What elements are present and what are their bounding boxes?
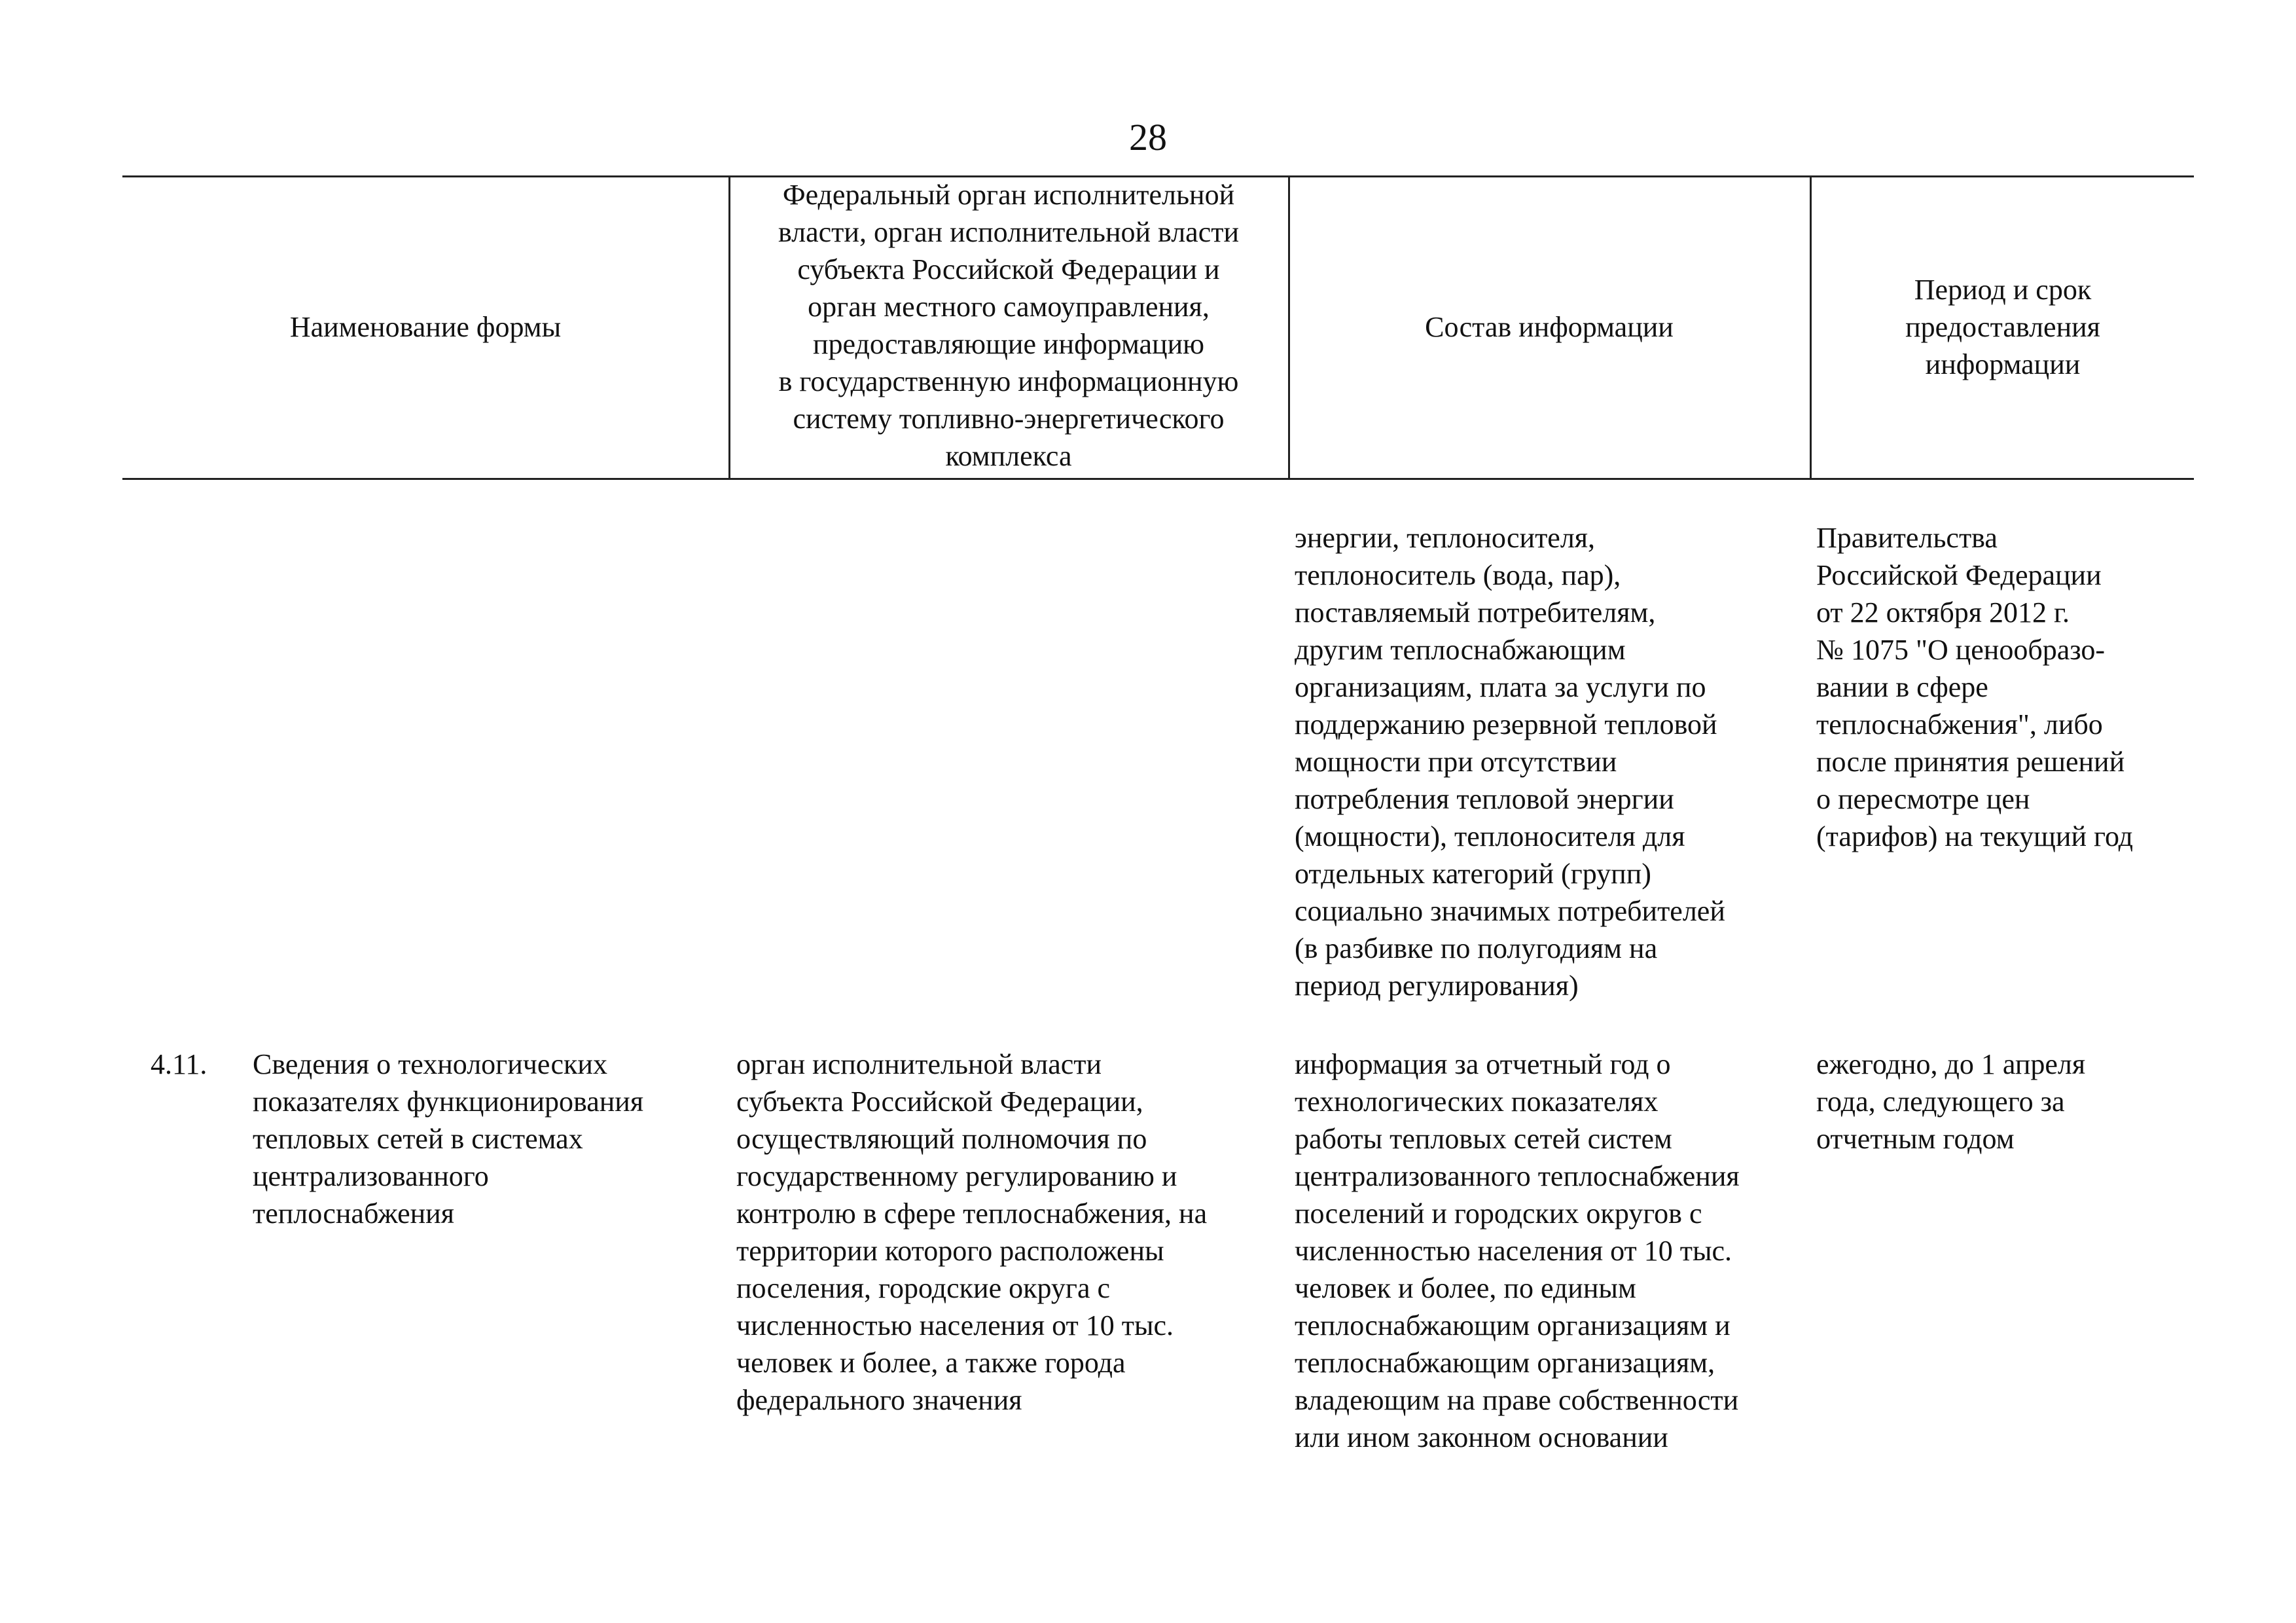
row-4-11-authority: орган исполнительной власти субъекта Российской Федерации, осуществляющий полномочия по государственному регулированию и контролю в сфере теплоснабжения, на территории которого расположены поселения, городские округа с численностью населения от 10 тыс. человек и более, а также города федерального значения (736, 1048, 1208, 1416)
row-4-11-form-name: Сведения о технологических показателях функционирования тепловых сетей в системах централизованного теплоснабжения (253, 1048, 644, 1230)
page-number: 28 (1129, 116, 1167, 158)
row-4-11-period: ежегодно, до 1 апреля года, следующего за отчетным годом (1816, 1048, 2086, 1155)
header-composition: Состав информации (1425, 310, 1674, 343)
header-period: Период и срок предоставления информации (1905, 273, 2100, 380)
continuation-period: Правительства Российской Федерации от 22 октября 2012 г. № 1075 "О ценообразо- вании в сфере теплоснабжения", либо после принятия решений о пересмотре цен (тарифов) на текущий год (1816, 522, 2134, 852)
header-form-name: Наименование формы (289, 310, 562, 343)
row-4-11-number: 4.11. (151, 1048, 207, 1080)
row-4-11-composition: информация за отчетный год о технологических показателях работы тепловых сетей систем централизованного теплоснабжения поселений и городских округов с численностью населения от 10 тыс. человек и более, по единым теплоснабжающим организациям и теплоснабжающим организациям, владеющим на праве собственности или ином законном основании (1295, 1048, 1740, 1453)
header-authority: Федеральный орган исполнительной власти, орган исполнительной власти субъекта Российской Федерации и орган местного самоуправления, предоставляющие информацию в государственную информационную систему топливно-энергетического комплекса (778, 179, 1240, 472)
continuation-composition: энергии, теплоносителя, теплоноситель (вода, пар), поставляемый потребителям, другим теплоснабжающим организациям, плата за услуги по поддержанию резервной тепловой мощности при отсутствии потребления тепловой энергии (мощности), теплоносителя для отдельных категорий (групп) социально значимых потребителей (в разбивке по полугодиям на период регулирования) (1295, 522, 1725, 1002)
